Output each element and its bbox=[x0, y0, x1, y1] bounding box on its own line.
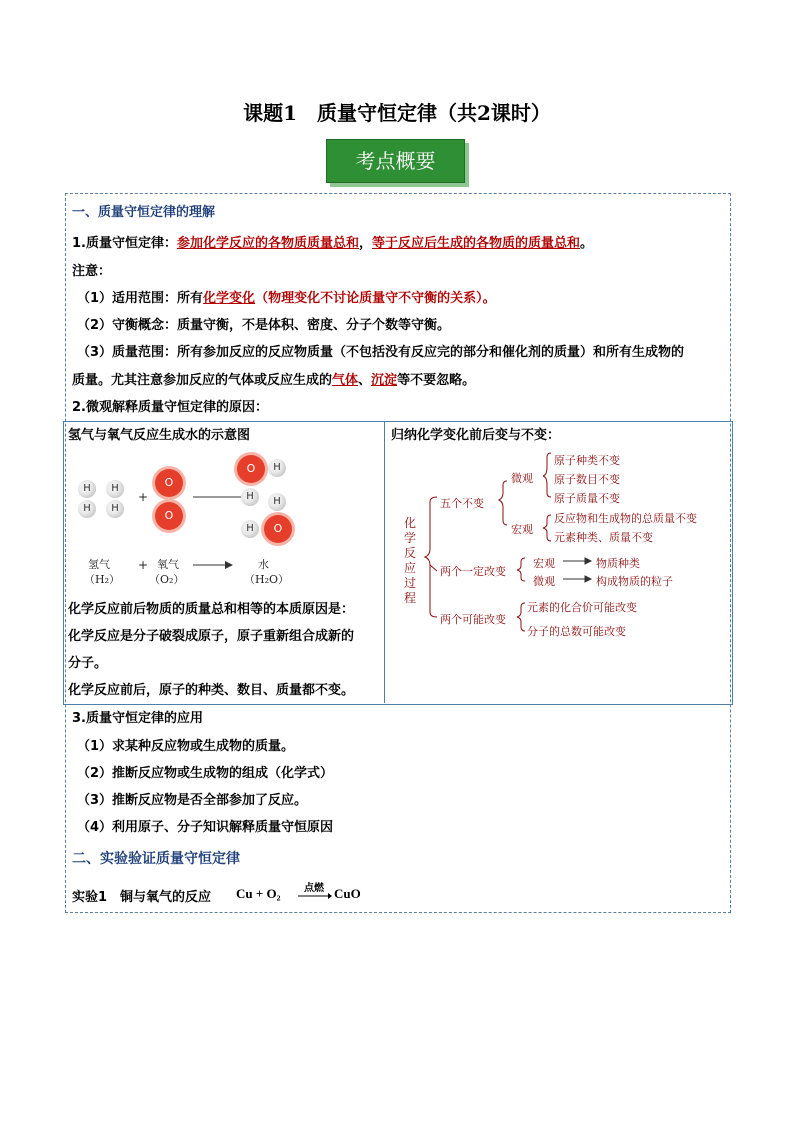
application-heading: 3.质量守恒定律的应用 bbox=[72, 711, 203, 726]
formula-hydrogen: （H₂） bbox=[84, 573, 121, 586]
macro-item-2: 元素种类、质量不变 bbox=[554, 531, 653, 544]
hydrogen-atom: H bbox=[78, 480, 96, 498]
application-item-1: （1）求某种反应物或生成物的质量。 bbox=[77, 739, 295, 754]
hydrogen-atom: H bbox=[241, 520, 259, 538]
hydrogen-atom: H bbox=[268, 459, 286, 477]
note-precipitate: 沉淀 bbox=[371, 373, 398, 388]
change-micro-value: 构成物质的粒子 bbox=[596, 575, 673, 588]
label-hydrogen: 氢气 bbox=[88, 558, 110, 571]
application-item-3: （3）推断反应物是否全部参加了反应。 bbox=[77, 793, 308, 808]
micro-item-2: 原子数目不变 bbox=[554, 473, 620, 486]
mindmap-title: 归纳化学变化前后变与不变： bbox=[391, 428, 561, 443]
oxygen-atom: O bbox=[237, 455, 265, 483]
note-mass-range-pre: 质量。尤其注意参加反应的气体或反应生成的 bbox=[72, 373, 333, 388]
application-item-4: （4）利用原子、分子知识解释质量守恒原因 bbox=[77, 820, 334, 835]
diagram-caption: 氢气与氧气反应生成水的示意图 bbox=[68, 428, 251, 443]
note-mass-range-2 bbox=[72, 369, 475, 388]
note-mass-range-1: （3）质量范围：所有参加反应的反应物质量（不包括没有反应完的部分和催化剂的质量）和所有生成物的 bbox=[77, 345, 685, 360]
equation-product: CuO bbox=[334, 886, 361, 901]
label-water: 水 bbox=[258, 558, 269, 571]
definition-products: 等于反应后生成的各物质的质量总和 bbox=[372, 236, 581, 251]
hydrogen-atom: H bbox=[106, 480, 124, 498]
application-item-2: （2）推断反应物或生成物的组成（化学式） bbox=[77, 766, 334, 781]
note-scope-remark: （物理变化不讨论质量守不守衡的关系）。 bbox=[255, 291, 496, 306]
hydrogen-atom: H bbox=[78, 500, 96, 518]
mindmap-root: 化学反应过程 bbox=[404, 516, 417, 605]
branch-two-changes: 两个一定改变 bbox=[440, 565, 506, 578]
maybe-item-2: 分子的总数可能改变 bbox=[527, 625, 626, 638]
essence-text-3: 分子。 bbox=[68, 656, 108, 671]
formula-oxygen: （O₂） bbox=[149, 573, 185, 586]
hydrogen-atom: H bbox=[241, 488, 259, 506]
equation-reactants: Cu + O₂ bbox=[236, 886, 281, 901]
section-heading-understanding: 一、质量守恒定律的理解 bbox=[72, 205, 216, 220]
macro-item-1: 反应物和生成物的总质量不变 bbox=[554, 512, 697, 525]
page-title: 课题1 质量守恒定律（共2课时） bbox=[243, 101, 551, 125]
label-oxygen: 氧气 bbox=[157, 558, 179, 571]
plus-sign-label: + bbox=[138, 558, 149, 572]
micro-item-1: 原子种类不变 bbox=[554, 454, 620, 467]
branch-macro: 宏观 bbox=[511, 523, 533, 536]
branch-five-unchanged: 五个不变 bbox=[440, 497, 484, 510]
hydrogen-atom: H bbox=[106, 500, 124, 518]
table-divider bbox=[384, 421, 385, 703]
note-scope bbox=[77, 287, 496, 306]
essence-text-4: 化学反应前后，原子的种类、数目、质量都不变。 bbox=[68, 683, 355, 698]
oxygen-atom: O bbox=[155, 502, 183, 530]
experiment-section-heading: 二、实验验证质量守恒定律 bbox=[72, 851, 240, 867]
note-mass-range-end: 等不要忽略。 bbox=[397, 373, 476, 388]
definition-prefix: 1.质量守恒定律： bbox=[72, 236, 177, 251]
formula-water: （H₂O） bbox=[244, 573, 290, 586]
definition-reactants: 参加化学反应的各物质质量总和 bbox=[176, 236, 359, 251]
section-badge: 考点概要 bbox=[326, 139, 465, 183]
branch-two-maybe: 两个可能改变 bbox=[440, 613, 506, 626]
equation-arrow bbox=[298, 893, 332, 899]
note-mass-range-sep: 、 bbox=[358, 373, 372, 388]
micro-item-3: 原子质量不变 bbox=[554, 492, 620, 505]
equation-condition: 点燃 bbox=[304, 883, 324, 894]
note-scope-prefix: （1）适用范围：所有 bbox=[77, 291, 204, 306]
definition-separator: ， bbox=[359, 236, 373, 251]
change-macro-label: 宏观 bbox=[533, 557, 555, 570]
essence-text-2: 化学反应是分子破裂成原子，原子重新组合成新的 bbox=[68, 629, 355, 644]
definition-end: 。 bbox=[580, 236, 594, 251]
plus-sign: + bbox=[138, 490, 149, 504]
maybe-item-1: 元素的化合价可能改变 bbox=[527, 601, 637, 614]
reaction-arrow-label bbox=[193, 560, 233, 570]
change-micro-label: 微观 bbox=[533, 575, 555, 588]
law-definition bbox=[72, 232, 593, 251]
experiment-label: 实验1 铜与氧气的反应 bbox=[72, 890, 212, 905]
hydrogen-atom: H bbox=[268, 493, 286, 511]
note-label: 注意： bbox=[72, 264, 112, 279]
oxygen-atom: O bbox=[264, 515, 292, 543]
essence-text-1: 化学反应前后物质的质量总和相等的本质原因是： bbox=[68, 602, 355, 617]
note-gas: 气体 bbox=[332, 373, 359, 388]
branch-micro: 微观 bbox=[511, 472, 533, 485]
micro-explanation-heading: 2.微观解释质量守恒定律的原因： bbox=[72, 400, 268, 415]
change-macro-value: 物质种类 bbox=[596, 557, 640, 570]
oxygen-atom: O bbox=[155, 469, 183, 497]
note-scope-highlight: 化学变化 bbox=[203, 291, 256, 306]
note-conservation: （2）守衡概念：质量守衡，不是体积、密度、分子个数等守衡。 bbox=[77, 318, 451, 333]
